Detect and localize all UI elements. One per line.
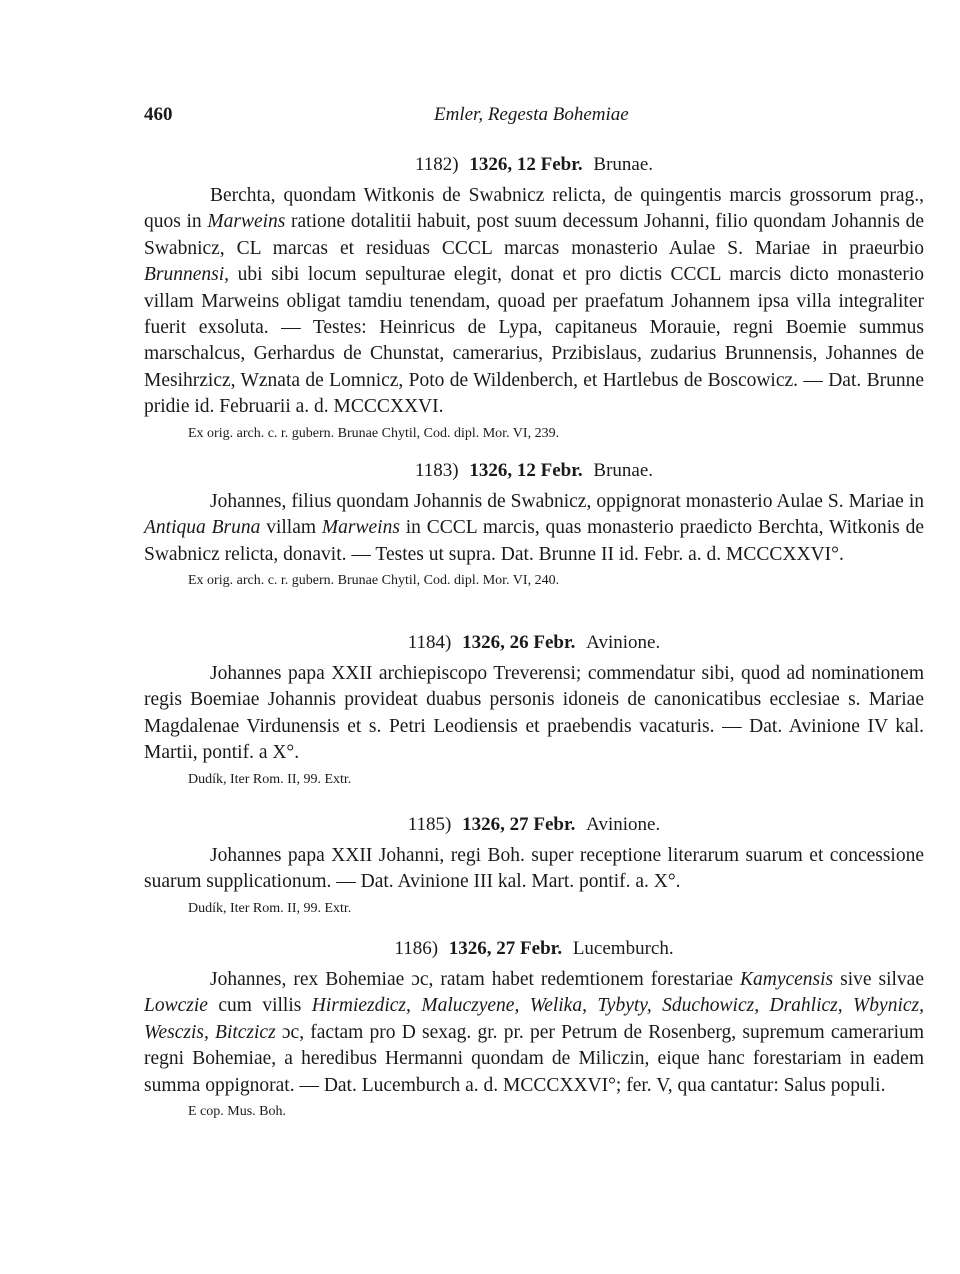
entry-place: Brunae. — [593, 460, 654, 481]
text-run: Johannes, filius quondam Johannis de Swabnicz, oppignorat monasterio Aulae S. Mariae in — [210, 491, 924, 512]
entry-date: 1326, 27 Febr. — [462, 814, 576, 835]
entry-date: 1326, 12 Febr. — [469, 154, 583, 175]
text-run: villam — [260, 517, 322, 539]
text-run: Johannes, rex Bohemiae ɔc, ratam habet redemtionem forestariae — [210, 969, 740, 990]
text-run: sive silvae — [833, 969, 924, 990]
regest-entry-1186 — [144, 936, 924, 1122]
italic-run: Antiqua Bruna — [144, 517, 261, 539]
italic-run: Marweins — [321, 517, 400, 539]
entry-source: Ex orig. arch. c. r. gubern. Brunae Chytil, Cod. dipl. Mor. VI, 240. — [188, 573, 560, 589]
entry-source: E cop. Mus. Boh. — [188, 1104, 286, 1120]
entry-place: Avinione. — [586, 632, 661, 653]
entry-number: 1184) — [407, 632, 452, 653]
entry-date: 1326, 12 Febr. — [469, 460, 583, 481]
text-run: in CCCL marcis, quas monasterio praedicto Berchta, Witkonis de Swabnicz relicta, donavit. — Testes ut supra. Dat. Brunne II id. Febr. a. d. MCCCXXVI°. — [144, 517, 925, 565]
entry-number: 1185) — [407, 814, 452, 835]
italic-run: Hirmiezdicz, Maluczyene, Welika, Tybyty, Sduchowicz, Drahlicz, Wbynicz, Wesczis, Bitczicz — [144, 995, 924, 1043]
running-title: Emler, Regesta Bohemiae — [434, 104, 629, 125]
text-run: ubi sibi locum sepulturae elegit, donat et pro dictis CCCL marcis dicto monasterio villam Marweins obligat tamdiu tenendam, quoad per praefatum Johannem ipsa villa integraliter fuerit exsoluta. — Testes: Heinricus de Lypa, capitaneus Morauie, regni Boemie summus marschalcus, Gerhardus de Chunstat, camerarius, Przibislaus, zudarius Brunnensis, Johannes de Mesihrzicz, Wznata de Lomnicz, Poto de Wildenberch, et Hartlebus de Boscowicz. — Dat. Brunne pridie id. Februarii a. d. MCCCXXVI. — [144, 264, 924, 418]
entry-heading — [144, 812, 924, 838]
regest-entry-1185 — [144, 812, 924, 919]
entry-body — [144, 661, 924, 767]
entry-number: 1182) — [414, 154, 459, 175]
entry-heading — [144, 936, 924, 962]
text-run: Johannes papa XXII Johanni, regi Boh. super receptione literarum suarum et concessione suarum supplicationum. — Dat. Avinione III kal. Mart. pontif. a. X°. — [144, 845, 924, 893]
entry-number: 1183) — [414, 460, 459, 481]
entry-body — [144, 843, 924, 896]
entry-source: Dudík, Iter Rom. II, 99. Extr. — [188, 771, 352, 787]
entry-date: 1326, 27 Febr. — [448, 938, 563, 959]
page-number: 460 — [144, 104, 173, 125]
regest-entry-1183 — [144, 458, 924, 591]
entry-body — [144, 183, 924, 421]
entry-heading — [144, 458, 924, 484]
regest-entry-1182 — [144, 152, 924, 444]
regest-entry-1184 — [144, 630, 924, 790]
entry-place: Avinione. — [586, 814, 661, 835]
italic-run: Kamycensis — [740, 969, 834, 990]
text-run: ɔc, factam pro D sexag. gr. pr. per Petrum de Rosenberg, supremum camerarium regni Bohemiae, a heredibus Hermanni quondam de Miliczin, eique hanc forestariam in eadem summa oppignorat. — Dat. Lucemburch a. d. MCCCXXVI°; fer. V, qua cantatur: Salus populi. — [144, 1021, 924, 1096]
entry-place: Brunae. — [593, 154, 654, 175]
entry-source: Ex orig. arch. c. r. gubern. Brunae Chytil, Cod. dipl. Mor. VI, 239. — [188, 425, 560, 441]
text-run: Berchta, quondam Witkonis de Swabnicz relicta, de quingentis marcis grossorum prag., quos in — [144, 185, 924, 233]
entry-body — [144, 489, 924, 568]
text-run: ratione dotalitii habuit, post suum decessum Johanni, filio quondam Johannis de Swabnicz, CL marcas et residuas CCCL marcas monasterio Aulae S. Mariae in praeurbio — [144, 211, 924, 259]
entry-heading — [144, 630, 924, 656]
entry-date: 1326, 26 Febr. — [462, 632, 576, 653]
entry-number: 1186) — [394, 938, 439, 959]
entry-body — [144, 967, 924, 1099]
italic-run: Lowczie — [144, 995, 208, 1017]
text-run: Johannes papa XXII archiepiscopo Treverensi; commendatur sibi, quod ad nominationem regis Boemiae Johannis provideat duabus personis idoneis de canonicatibus ecclesiae s. Mariae Magdalenae Virdunensis et s. Petri Leodiensis et praebendis vacaturis. — Dat. Avinione IV kal. Martii, pontif. a X°. — [144, 663, 924, 764]
italic-run: Marweins — [207, 211, 286, 233]
entry-source: Dudík, Iter Rom. II, 99. Extr. — [188, 900, 352, 916]
entry-place: Lucemburch. — [572, 938, 674, 959]
entry-heading — [144, 152, 924, 178]
text-run: cum villis — [207, 995, 312, 1017]
running-head — [144, 104, 920, 134]
italic-run: Brunnensi, — [144, 264, 230, 286]
